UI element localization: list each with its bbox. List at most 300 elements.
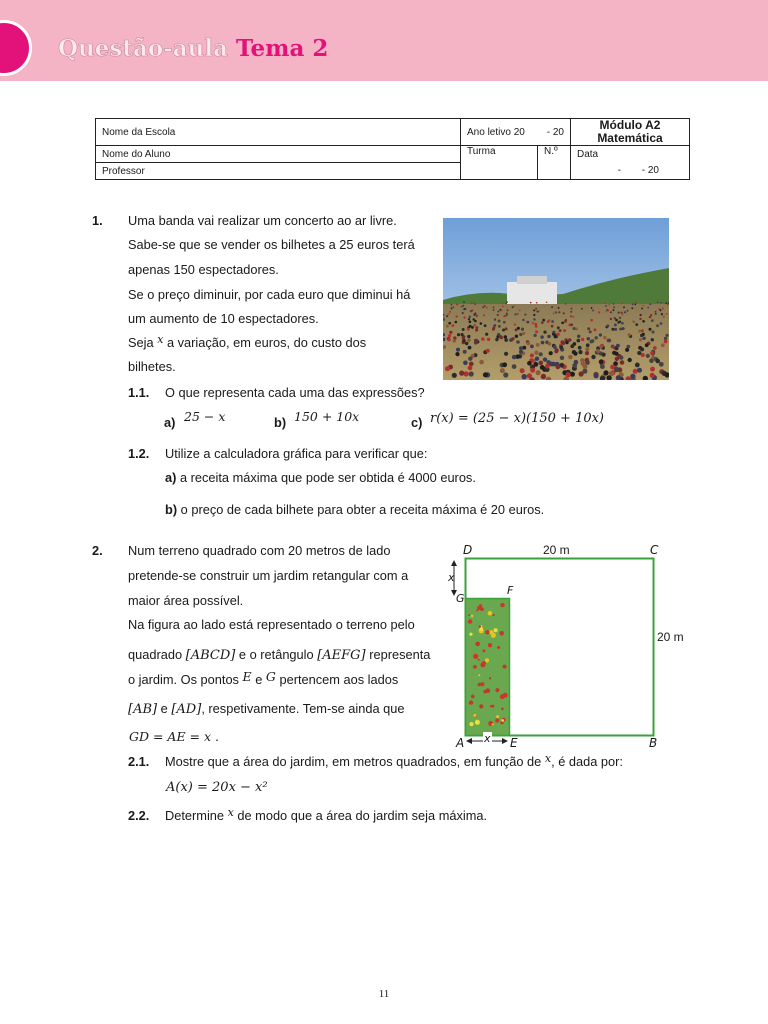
crowd-person [539,352,543,356]
crowd-person [448,334,451,337]
crowd-person [633,369,638,374]
crowd-person [637,368,642,373]
crowd-person [559,345,563,349]
crowd-person [612,351,616,355]
q2-pontos: o jardim. Os pontos [128,672,239,687]
crowd-person [649,316,651,318]
q1-line-4: Se o preço diminuir, por cada euro que diminui há [128,287,411,302]
q2-line-5 [128,647,430,664]
flower [473,654,478,659]
q1-2-b-text: o preço de cada bilhete para obter a receita máxima é 20 euros. [180,502,545,517]
crowd-person [493,306,495,308]
crowd-person [461,333,464,336]
crowd-person [467,338,471,342]
crowd-person [559,329,562,332]
crowd-person [593,328,596,331]
crowd-person [516,340,520,344]
flower [482,649,485,652]
crowd-person [535,325,538,328]
crowd-person [541,341,545,345]
crowd-person [610,318,612,320]
crowd-person [572,316,574,318]
flower [490,705,492,707]
label-right-20m: 20 m [657,630,684,644]
crowd-person [469,371,474,376]
crowd-person [445,366,450,371]
q1-number: 1. [92,213,103,228]
flower [475,720,480,725]
crowd-person [504,352,508,356]
q2-retangulo: e o retângulo [238,647,314,662]
flower [473,665,477,669]
crowd-person [613,361,618,366]
crowd-person [603,370,608,375]
crowd-person [635,323,638,326]
module-cell [571,119,690,146]
crowd-person [472,302,474,304]
crowd-person [564,320,567,323]
q2-ab: [AB] [128,702,158,717]
flower [469,722,473,726]
flower [503,693,508,698]
module-title: Módulo A2 [599,118,661,132]
q2-1-area-formula: A(x) = 20x − x² [166,780,268,795]
q2-1-text [165,754,623,771]
crowd-person [617,321,620,324]
crowd-person [468,346,472,350]
label-c: C [650,543,659,557]
crowd-person [628,333,631,336]
crowd-person [641,308,643,310]
crowd-person [619,317,621,319]
crowd-person [585,347,589,351]
crowd-person [546,302,548,304]
crowd-person [533,310,535,312]
crowd-person [589,330,592,333]
q2-2-text [165,808,487,825]
crowd-person [651,338,654,341]
crowd-person [555,311,557,313]
q2-line-6 [128,669,399,688]
crowd-person [455,352,459,356]
class-cell: Turma [461,146,538,180]
crowd-person [560,356,564,360]
crowd-person [664,340,668,344]
q1-2-text: Utilize a calculadora gráfica para verificar que: [165,446,428,461]
banner-title [58,34,328,64]
crowd-person [446,315,448,317]
crowd-person [585,358,590,363]
crowd-person [479,360,484,365]
q1-line-3: apenas 150 espectadores. [128,262,279,277]
crowd-person [527,321,530,324]
crowd-person [616,344,620,348]
crowd-person [645,343,649,347]
crowd-person [521,328,524,331]
crowd-person [649,328,652,331]
crowd-person [501,303,503,305]
crowd-person [520,368,525,373]
crowd-person [535,357,539,361]
crowd-person [469,321,472,324]
q2-representa: representa [369,647,431,662]
crowd-person [504,338,508,342]
crowd-person [465,342,469,346]
crowd-person [534,362,539,367]
crowd-person [619,328,622,331]
crowd-person [506,313,508,315]
crowd-person [558,311,560,313]
crowd-person [632,320,635,323]
crowd-person [599,333,602,336]
crowd-person [547,335,550,338]
crowd-person [660,302,662,304]
q2-point-e: E [242,669,252,684]
crowd-person [515,335,518,338]
school-name-cell: Nome da Escola [96,119,461,146]
crowd-person [605,305,607,307]
crowd-person [621,322,624,325]
crowd-person [578,350,582,354]
crowd-person [614,367,619,372]
q1-seja-rest: a variação, em euros, do custo dos [166,335,367,350]
q2-ad: [AD] [171,702,202,717]
crowd-person [605,310,607,312]
q2-equation: GD = AE = x . [129,729,219,744]
crowd-person [541,321,544,324]
flower [471,695,475,699]
crowd-person [565,341,569,345]
crowd-person [505,303,507,305]
label-b: B [649,736,658,750]
crowd-person [585,351,589,355]
label-x-side: x [448,571,455,584]
flower [494,628,498,632]
crowd-person [650,367,655,372]
crowd-person [512,306,514,308]
crowd-person [473,314,475,316]
flower [488,643,492,647]
crowd-person [650,314,652,316]
crowd-person [547,320,550,323]
flower [480,607,484,611]
crowd-person [502,362,507,367]
student-name-cell: Nome do Aluno [96,146,461,163]
crowd-person [557,333,560,336]
flower [485,658,489,662]
crowd-person [507,309,509,311]
crowd-person [446,325,449,328]
q2-point-g: G [265,669,276,684]
crowd-person [573,327,576,330]
crowd-person [666,302,668,304]
crowd-person [536,343,540,347]
label-a: A [456,736,465,750]
q1-1-text: O que representa cada uma das expressões? [165,385,425,400]
q1-line-5: um aumento de 10 espectadores. [128,311,319,326]
q1-seja: Seja [128,335,154,350]
crowd-person [522,332,525,335]
crowd-person [505,327,508,330]
crowd-person [570,344,574,348]
crowd-person [536,311,538,313]
crowd-person [512,364,517,369]
crowd-person [462,328,465,331]
crowd-person [524,314,526,316]
crowd-person [467,335,470,338]
crowd-person [483,314,485,316]
crowd-person [648,301,650,303]
label-x-bottom: x [484,732,491,745]
crowd-person [596,349,600,353]
crowd-person [639,338,642,341]
crowd-person [527,361,532,366]
crowd-person [655,311,657,313]
crowd-person [650,373,655,378]
crowd-person [469,362,474,367]
crowd-person [663,316,665,318]
crowd-person [615,319,618,322]
label-d: D [463,543,473,557]
q2-respetivamente: , respetivamente. Tem-se ainda que [201,701,405,716]
flower [501,719,504,722]
flower [478,674,480,676]
crowd-person [463,301,465,303]
crowd-person [631,307,633,309]
crowd-person [623,306,625,308]
crowd-person [468,357,472,361]
crowd-person [650,351,654,355]
crowd-person [453,339,457,343]
crowd-person [519,346,523,350]
crowd-person [641,353,645,357]
crowd-person [551,325,554,328]
crowd-person [578,346,582,350]
crowd-person [620,360,625,365]
crowd-person [615,357,619,361]
crowd-person [514,323,517,326]
q2-line-7 [128,701,405,718]
flower [469,633,472,636]
q2-1-text-a: Mostre que a área do jardim, em metros quadrados, em função de [165,754,542,769]
crowd-person [595,336,598,339]
crowd-person [566,372,571,377]
flower [476,609,478,611]
crowd-person [649,303,651,305]
crowd-person [461,306,463,308]
crowd-person [542,319,545,322]
crowd-person [469,325,472,328]
crowd-person [558,307,560,309]
flower [478,683,482,687]
flower [503,665,507,669]
flower [499,631,504,636]
crowd-person [611,328,614,331]
q2-2-text-b: de modo que a área do jardim seja máxima. [237,808,488,823]
crowd-person [489,302,491,304]
crowd-person [457,333,460,336]
crowd-person [530,345,534,349]
q2-and: e [255,672,263,687]
flower [501,708,504,711]
crowd-person [613,309,615,311]
crowd-person [640,314,642,316]
crowd-person [500,336,503,339]
flower [489,630,493,634]
crowd-person [541,374,546,379]
crowd-person [499,309,501,311]
crowd-person [549,351,553,355]
crowd-person [607,310,609,312]
crowd-person [571,308,573,310]
crowd-person [534,334,537,337]
flower [500,603,504,607]
crowd-person [639,318,641,320]
flower [493,614,495,616]
q2-line-1: Num terreno quadrado com 20 metros de lado [128,543,391,558]
crowd-person [602,353,606,357]
crowd-person [530,353,534,357]
q1-1-a-expr: 25 − x [184,409,226,424]
q1-line-1: Uma banda vai realizar um concerto ao ar livre. [128,213,397,228]
garden-figure-svg [448,540,688,755]
crowd-person [667,304,669,306]
crowd-person [519,333,522,336]
q1-1-a-label: a) [164,415,176,430]
crowd-person [517,313,519,315]
flower [471,615,474,618]
q1-2-b-label: b) [165,502,178,517]
crowd-person [503,315,505,317]
crowd-person [456,303,458,305]
crowd-person [511,337,514,340]
crowd-person [655,359,660,364]
crowd-person [570,323,573,326]
crowd-person [533,318,535,320]
q2-2-number: 2.2. [128,808,150,823]
crowd-person [506,301,508,303]
crowd-person [522,346,526,350]
crowd-person [614,324,617,327]
crowd-person [579,371,584,376]
crowd-person [608,304,610,306]
crowd-person [535,308,537,310]
crowd-person [447,338,450,341]
crowd-person [471,310,473,312]
crowd-person [613,306,615,308]
crowd-person [475,339,479,343]
crowd-person [608,339,612,343]
crowd-person [632,303,634,305]
crowd-person [652,331,655,334]
crowd-person [640,334,643,337]
crowd-person [476,315,478,317]
crowd-person [592,310,594,312]
flower [489,677,491,679]
crowd-person [468,366,473,371]
crowd-person [599,345,603,349]
q2-pertencem: pertencem aos lados [279,672,399,687]
crowd-person [464,371,469,376]
crowd-person [543,357,547,361]
crowd-person [475,329,478,332]
crowd-person [519,309,521,311]
x-bottom-arrow-left-icon [466,738,472,744]
crowd-person [470,302,472,304]
crowd-person [563,312,565,314]
flower [468,619,472,623]
q1-1-b-label: b) [274,415,287,430]
crowd-person [449,311,451,313]
crowd-person [568,355,572,359]
concert-photo [443,218,669,380]
crowd-person [613,303,615,305]
crowd-person [474,303,476,305]
date-dash: - [617,165,621,177]
crowd-person [646,354,650,358]
crowd-person [486,349,490,353]
concert-photo-svg [443,218,669,380]
school-year-suffix: - 20 [546,126,564,138]
q2-line-2: pretende-se construir um jardim retangular com a [128,568,409,583]
crowd-person [574,360,579,365]
crowd-person [451,304,453,306]
crowd-person [512,355,516,359]
crowd-person [536,302,538,304]
crowd-person [530,368,535,373]
x-side-arrow-top-icon [451,560,457,566]
crowd-person [591,355,595,359]
q1-line-6 [128,335,366,352]
school-year-label: Ano letivo 20 [467,126,525,138]
crowd-person [555,364,560,369]
page-number: 11 [378,988,390,1000]
crowd-person [618,312,620,314]
crowd-person [463,308,465,310]
crowd-person [563,329,566,332]
crowd-person [661,313,663,315]
q1-2-b [165,502,544,518]
flower [469,700,473,704]
crowd-person [551,320,554,323]
crowd-person [463,305,465,307]
professor-cell: Professor [96,163,461,180]
flower [497,646,500,649]
crowd-person [456,348,460,352]
student-info-table [95,118,690,180]
crowd-person [498,320,501,323]
q1-line-7: bilhetes. [128,359,176,374]
crowd-person [514,313,516,315]
q2-line-3: maior área possível. [128,593,244,608]
flower [468,614,470,616]
flower [495,718,499,722]
x-bottom-arrow-right-icon [502,738,508,744]
crowd-person [624,311,626,313]
label-g: G [456,592,465,605]
crowd-person [590,340,594,344]
crowd-person [561,322,564,325]
crowd-person [572,350,576,354]
crowd-person [503,321,506,324]
q1-2-a-text: a receita máxima que pode ser obtida é 4000 euros. [179,470,476,485]
crowd-person [641,329,644,332]
crowd-person [469,316,471,318]
crowd-person [463,350,467,354]
crowd-person [647,307,649,309]
flower [485,630,489,634]
crowd-person [502,306,504,308]
